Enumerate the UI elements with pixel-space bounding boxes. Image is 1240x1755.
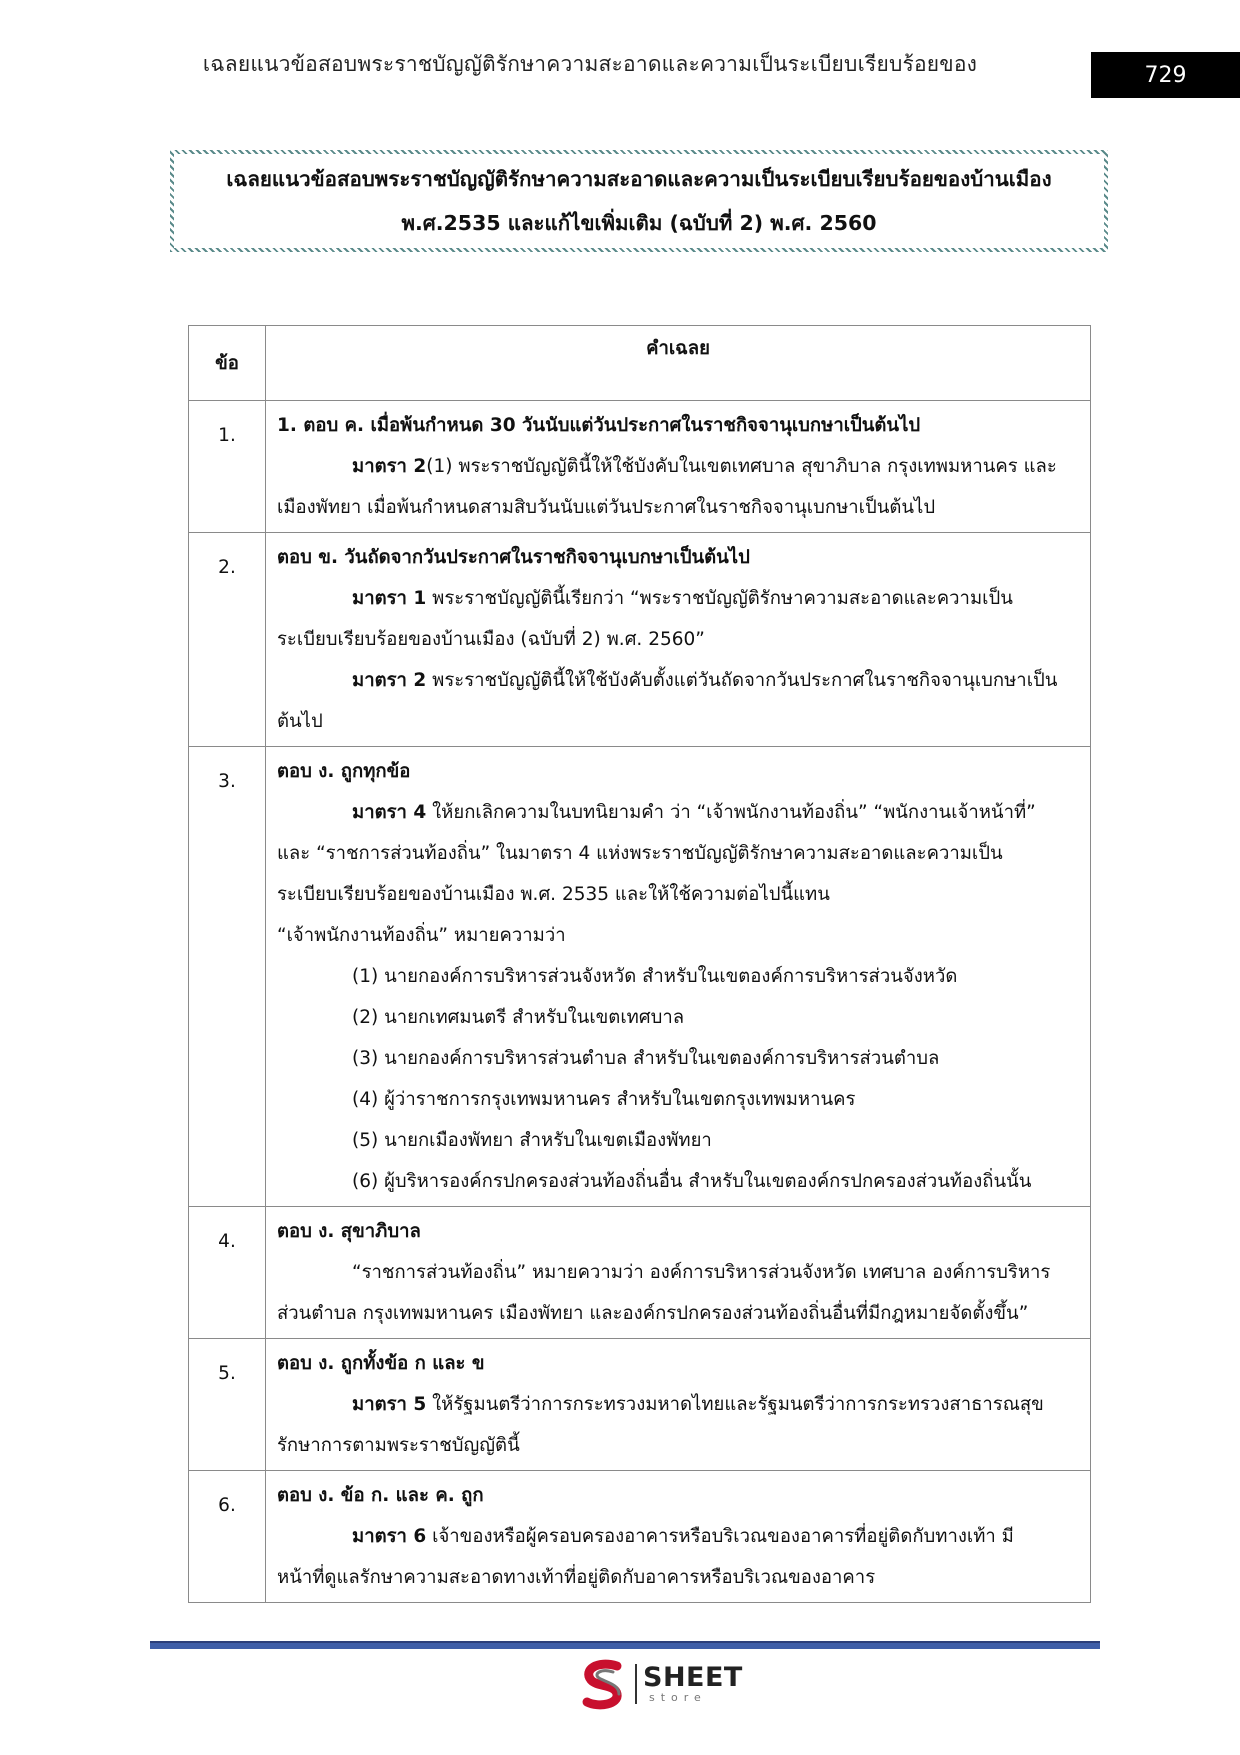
answer-line: เมืองพัทยา เมื่อพ้นกำหนดสามสิบวันนับแต่วันประกาศในราชกิจจานุเบกษาเป็นต้นไป [277,497,936,518]
answer-line: มาตรา 5 ให้รัฐมนตรีว่าการกระทรวงมหาดไทยและรัฐมนตรีว่าการกระทรวงสาธารณสุข [352,1394,1044,1415]
logo-separator [635,1664,637,1704]
question-number: 4. [189,1207,266,1339]
answer-line: (4) ผู้ว่าราชการกรุงเทพมหานคร สำหรับในเขตกรุงเทพมหานคร [352,1089,856,1110]
answer-line: (3) นายกองค์การบริหารส่วนตำบล สำหรับในเขตองค์การบริหารส่วนตำบล [352,1048,940,1069]
answer-line: 1. ตอบ ค. เมื่อพ้นกำหนด 30 วันนับแต่วันประกาศในราชกิจจานุเบกษาเป็นต้นไป [277,415,921,436]
page-number: 729 [1091,52,1240,98]
answer-line: ตอบ ข. วันถัดจากวันประกาศในราชกิจจานุเบกษาเป็นต้นไป [277,547,750,568]
answer-table [188,325,1091,1603]
logo-text [643,1664,743,1704]
logo-subtext: store [649,1691,707,1704]
table-row [189,1339,1091,1471]
answer-line: รักษาการตามพระราชบัญญัตินี้ [277,1435,520,1456]
answer-line: ต้นไป [277,711,323,732]
answer-line: ตอบ ง. ถูกทุกข้อ [277,761,411,782]
answer-cell [266,1207,1091,1339]
answer-line: หน้าที่ดูแลรักษาความสะอาดทางเท้าที่อยู่ติดกับอาคารหรือบริเวณของอาคาร [277,1567,876,1588]
question-number: 3. [189,747,266,1207]
table-row [189,747,1091,1207]
answer-line: ส่วนตำบล กรุงเทพมหานคร เมืองพัทยา และองค์กรปกครองส่วนท้องถิ่นอื่นที่มีกฎหมายจัดตั้งขึ้น” [277,1303,1029,1324]
answer-line: มาตรา 6 เจ้าของหรือผู้ครอบครองอาคารหรือบริเวณของอาคารที่อยู่ติดกับทางเท้า มี [352,1526,1014,1547]
title-box [170,150,1108,252]
sheet-store-logo [577,1658,743,1710]
answer-line: ระเบียบเรียบร้อยของบ้านเมือง (ฉบับที่ 2) พ.ศ. 2560” [277,629,705,650]
question-number: 6. [189,1471,266,1603]
answer-line: “เจ้าพนักงานท้องถิ่น” หมายความว่า [277,925,566,946]
table-row [189,1471,1091,1603]
question-number: 1. [189,401,266,533]
answer-line: ตอบ ง. ถูกทั้งข้อ ก และ ข [277,1353,485,1374]
title-line-2: พ.ศ.2535 และแก้ไขเพิ่มเติม (ฉบับที่ 2) พ.ศ. 2560 [401,211,877,235]
answer-line: มาตรา 4 ให้ยกเลิกความในบทนิยามคำ ว่า “เจ้าพนักงานท้องถิ่น” “พนักงานเจ้าหน้าที่” [352,802,1036,823]
answer-cell [266,747,1091,1207]
answer-line: (2) นายกเทศมนตรี สำหรับในเขตเทศบาล [352,1007,685,1028]
answer-line: มาตรา 2(1) พระราชบัญญัตินี้ให้ใช้บังคับในเขตเทศบาล สุขาภิบาล กรุงเทพมหานคร และ [352,456,1057,477]
answer-line: (5) นายกเมืองพัทยา สำหรับในเขตเมืองพัทยา [352,1130,712,1151]
answer-line: (1) นายกองค์การบริหารส่วนจังหวัด สำหรับในเขตองค์การบริหารส่วนจังหวัด [352,966,958,987]
table-header-row [189,326,1091,401]
sheet-store-s-icon [577,1658,629,1710]
answer-line: ตอบ ง. สุขาภิบาล [277,1221,421,1242]
answer-cell [266,1471,1091,1603]
footer-rule [150,1641,1100,1649]
table-row [189,1207,1091,1339]
table-row [189,533,1091,747]
answer-line: มาตรา 1 พระราชบัญญัตินี้เรียกว่า “พระราชบัญญัติรักษาความสะอาดและความเป็น [352,588,1013,609]
title-line-1: เฉลยแนวข้อสอบพระราชบัญญัติรักษาความสะอาดและความเป็นระเบียบเรียบร้อยของบ้านเมือง [226,167,1052,191]
table-row [189,401,1091,533]
answer-line: และ “ราชการส่วนท้องถิ่น” ในมาตรา 4 แห่งพระราชบัญญัติรักษาความสะอาดและความเป็น [277,843,1003,864]
logo-wordmark: SHEET [643,1662,743,1693]
answer-cell [266,1339,1091,1471]
question-number: 5. [189,1339,266,1471]
answer-line: ระเบียบเรียบร้อยของบ้านเมือง พ.ศ. 2535 และให้ใช้ความต่อไปนี้แทน [277,884,830,905]
answer-cell [266,401,1091,533]
answer-line: (6) ผู้บริหารองค์กรปกครองส่วนท้องถิ่นอื่น สำหรับในเขตองค์กรปกครองส่วนท้องถิ่นนั้น [352,1171,1032,1192]
answer-line: “ราชการส่วนท้องถิ่น” หมายความว่า องค์การบริหารส่วนจังหวัด เทศบาล องค์การบริหาร [352,1262,1051,1283]
running-header: เฉลยแนวข้อสอบพระราชบัญญัติรักษาความสะอาดและความเป็นระเบียบเรียบร้อยของ [202,52,978,76]
answer-cell [266,533,1091,747]
title-inner [174,154,1104,248]
column-header-number: ข้อ [189,326,266,401]
column-header-answer: คำเฉลย [266,326,1091,401]
answer-line: มาตรา 2 พระราชบัญญัตินี้ให้ใช้บังคับตั้งแต่วันถัดจากวันประกาศในราชกิจจานุเบกษาเป็น [352,670,1058,691]
question-number: 2. [189,533,266,747]
answer-line: ตอบ ง. ข้อ ก. และ ค. ถูก [277,1485,484,1506]
